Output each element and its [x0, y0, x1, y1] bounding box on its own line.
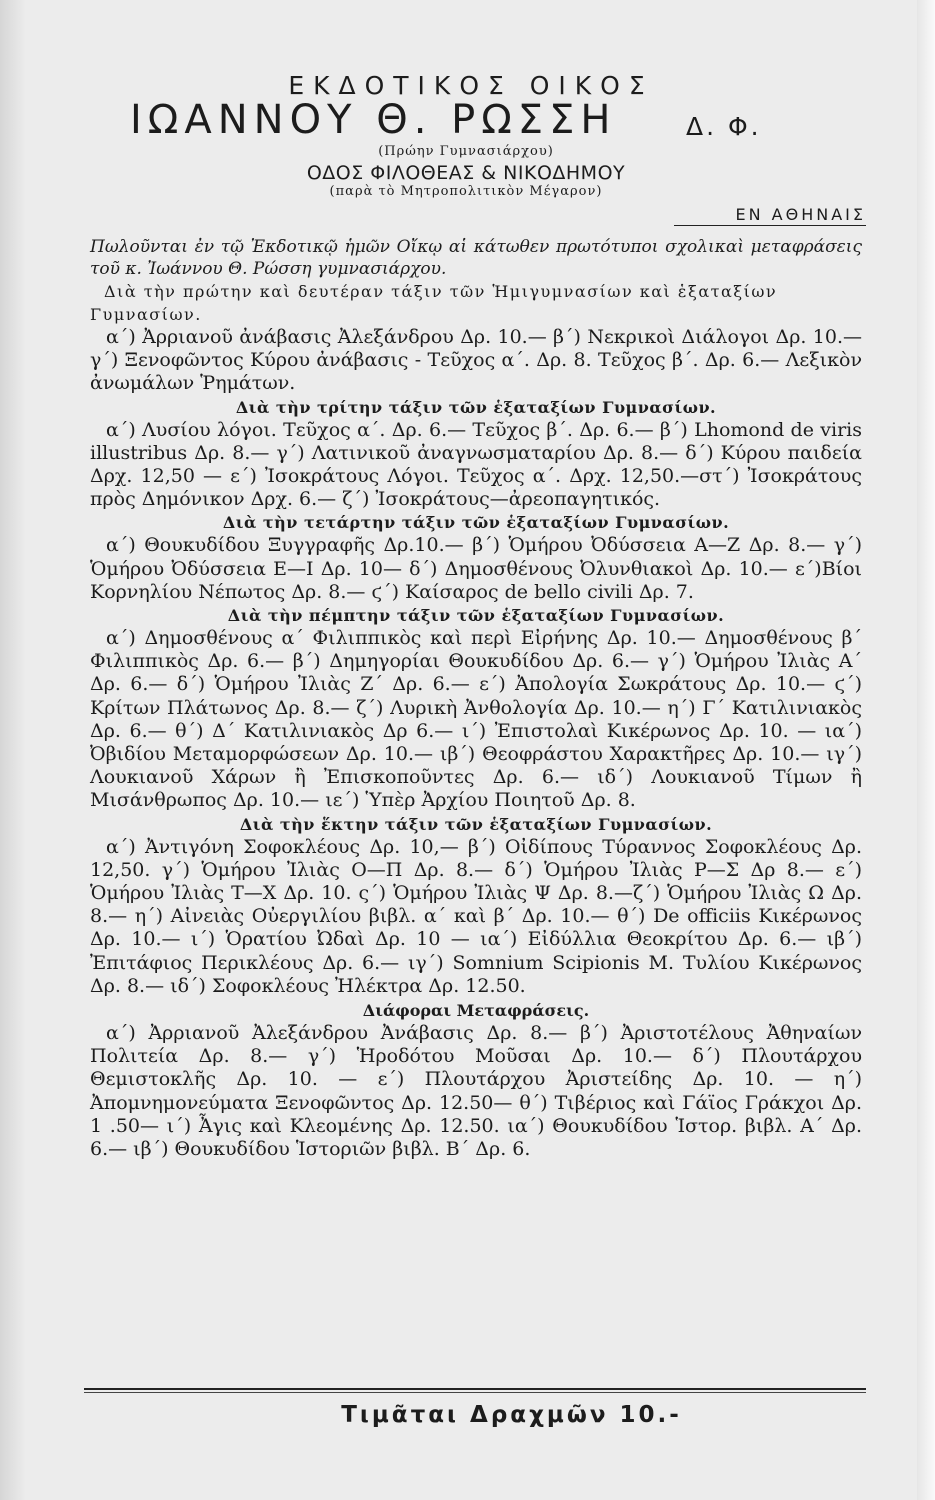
page-left-shadow: [0, 0, 26, 1500]
section-heading: Διὰ τὴν τρίτην τάξιν τῶν ἑξαταξίων Γυμνασίων.: [235, 397, 717, 417]
bottom-rule-thin: [84, 1392, 866, 1393]
text-column: [90, 70, 866, 1161]
publisher-name-row: [90, 97, 862, 144]
section-text: α΄) Λυσίου λόγοι. Τεῦχος α΄. Δρ. 6.— Τεῦχος β΄. Δρ. 6.— β΄) Lhomond de viris illustribus Δρ. 8.— γ΄) Λατινικοῦ ἀναγνωσματαρίου Δρ. 8.— δ΄) Κύρου παιδεία Δρχ. 12,50 — ε΄) Ἰσοκράτους Λόγοι. Τεῦχος α΄. Δρχ. 12,50.—στ΄) Ἰσοκράτους πρὸς Δημόνικον Δρχ. 6.— ζ΄) Ἰσοκράτους—ἀρεοπαγητικός.: [90, 418, 862, 511]
publisher-suffix: Δ. Φ.: [686, 112, 762, 141]
city-underline: [674, 225, 866, 226]
section-heading: Διάφοραι Μεταφράσεις.: [362, 1001, 590, 1021]
page-right-edge: [917, 0, 935, 1500]
street-address: ΟΔΟΣ ΦΙΛΟΘΕΑΣ & ΝΙΚΟΔΗΜΟΥ: [306, 162, 626, 184]
section-text: α΄) Ἀντιγόνη Σοφοκλέους Δρ. 10,— β΄) Οἰδίπους Τύραννος Σοφοκλέους Δρ. 12,50. γ΄) Ὁμήρου Ἰλιὰς Ο—Π Δρ. 8.— δ΄) Ὁμήρου Ἰλιὰς Ρ—Σ Δρ 8.— ε΄) Ὁμήρου Ἰλιὰς Τ—Χ Δρ. 10. ς΄) Ὁμήρου Ἰλιὰς Ψ Δρ. 8.—ζ΄) Ὁμήρου Ἰλιὰς Ω Δρ. 8.— η΄) Αἰνειὰς Οὐεργιλίου βιβλ. α΄ καὶ β΄ Δρ. 10.— θ΄) De officiis Κικέρωνος Δρ. 10.— ι΄) Ὁρατίου Ὠδαὶ Δρ. 10 — ια΄) Εἰδύλλια Θεοκρίτου Δρ. 6.— ιβ΄) Ἐπιτάφιος Περικλέους Δρ. 6.— ιγ΄) Somnium Scipionis M. Τυλίου Κικέρωνος Δρ. 8.— ιδ΄) Σοφοκλέους Ἠλέκτρα Δρ. 12.50.: [90, 835, 862, 997]
section-heading: Διὰ τὴν τετάρτην τάξιν τῶν ἑξαταξίων Γυμνασίων.: [222, 513, 730, 533]
section-text: α΄) Ἀρριανοῦ ἀνάβασις Ἀλεξάνδρου Δρ. 10.— β΄) Νεκρικοὶ Διάλογοι Δρ. 10.— γ΄) Ξενοφῶντος Κύρου ἀνάβασις - Τεῦχος α΄. Δρ. 8. Τεῦχος β΄. Δρ. 6.— Λεξικὸν ἀνωμάλων Ῥημάτων.: [90, 326, 862, 395]
section-text: α΄) Δημοσθένους α΄ Φιλιππικὸς καὶ περὶ Εἰρήνης Δρ. 10.— Δημοσθένους β΄ Φιλιππικὸς Δρ. 6.— β΄) Δημηγορίαι Θουκυδίδου Δρ. 6.— γ΄) Ὁμήρου Ἰλιὰς Α΄ Δρ. 6.— δ΄) Ὁμήρου Ἰλιὰς Ζ΄ Δρ. 6.— ε΄) Ἀπολογία Σωκράτους Δρ. 10.— ϛ΄) Κρίτων Πλάτωνος Δρ. 8.— ζ΄) Λυρικὴ Ἀνθολογία Δρ. 10.— η΄) Γ΄ Κατιλινιακὸς Δρ. 6.— θ΄) Δ΄ Κατιλινιακὸς Δρ 6.— ι΄) Ἐπιστολαὶ Κικέρωνος Δρ. 10. — ια΄) Ὀβιδίου Μεταμορφώσεων Δρ. 10.— ιβ΄) Θεοφράστου Χαρακτῆρες Δρ. 10.— ιγ΄) Λουκιανοῦ Χάρων ἢ Ἐπισκοποῦντες Δρ. 6.— ιδ΄) Λουκιανοῦ Τίμων ἢ Μισάνθρωπος Δρ. 10.— ιε΄) Ὑπὲρ Ἀρχίου Ποιητοῦ Δρ. 8.: [90, 627, 862, 812]
price-line: Τιμᾶται Δραχμῶν 10.-: [341, 1402, 682, 1428]
former-title: (Πρώην Γυμνασιάρχου): [378, 144, 554, 159]
intro-paragraph: Πωλοῦνται ἐν τῷ Ἐκδοτικῷ ἡμῶν Οἴκῳ αἱ κάτωθεν πρωτότυποι σχολικαὶ μεταφράσεις τοῦ κ. Ἰωάννου Θ. Ρώσση γυμνασιάρχου.: [90, 237, 862, 279]
section-heading: Διὰ τὴν ἕκτην τάξιν τῶν ἑξαταξίων Γυμνασίων.: [239, 814, 713, 834]
section-heading: Διὰ τὴν πρώτην καὶ δευτέραν τάξιν τῶν Ἡμιγυμνασίων καὶ ἑξαταξίων Γυμνασίων.: [90, 282, 778, 324]
section-text: α΄) Θουκυδίδου Ξυγγραφῆς Δρ.10.— β΄) Ὁμήρου Ὀδύσσεια Α—Ζ Δρ. 8.— γ΄) Ὁμήρου Ὀδύσσεια Ε—Ι Δρ. 10— δ΄) Δημοσθένους Ὀλυνθιακοὶ Δρ. 10.— ε΄)Βίοι Κορνηλίου Νέπωτος Δρ. 8.— ϛ΄) Καίσαρος de bello civili Δρ. 7.: [90, 534, 862, 603]
section-text: α΄) Ἀρριανοῦ Ἀλεξάνδρου Ἀνάβασις Δρ. 8.— β΄) Ἀριστοτέλους Ἀθηναίων Πολιτεία Δρ. 8.— γ΄) Ἡροδότου Μοῦσαι Δρ. 10.— δ΄) Πλουτάρχου Θεμιστοκλῆς Δρ. 10. — ε΄) Πλουτάρχου Ἀριστείδης Δρ. 10. — η΄) Ἀπομνημονεύματα Ξενοφῶντος Δρ. 12.50— θ΄) Τιβέριος καὶ Γάϊος Γράκχοι Δρ. 1 .50— ι΄) Ἆγις καὶ Κλεομένης Δρ. 12.50. ια΄) Θουκυδίδου Ἱστορ. βιβλ. Α΄ Δρ. 6.— ιβ΄) Θουκυδίδου Ἱστοριῶν βιβλ. Β΄ Δρ. 6.: [90, 1022, 862, 1161]
bottom-rule: [84, 1388, 866, 1390]
publisher-name: ΙΩΑΝΝΟΥ Θ. ΡΩΣΣΗ: [130, 97, 617, 143]
landmark: (παρὰ τὸ Μητροπολιτικὸν Μέγαρον): [329, 184, 603, 199]
publisher-line: ΕΚΔΟΤΙΚΟΣ ΟΙΚΟΣ: [288, 71, 654, 100]
city: ΕΝ ΑΘΗΝΑΙΣ: [735, 205, 866, 224]
section-heading: Διὰ τὴν πέμπτην τάξιν τῶν ἑξαταξίων Γυμνασίων.: [227, 606, 725, 626]
